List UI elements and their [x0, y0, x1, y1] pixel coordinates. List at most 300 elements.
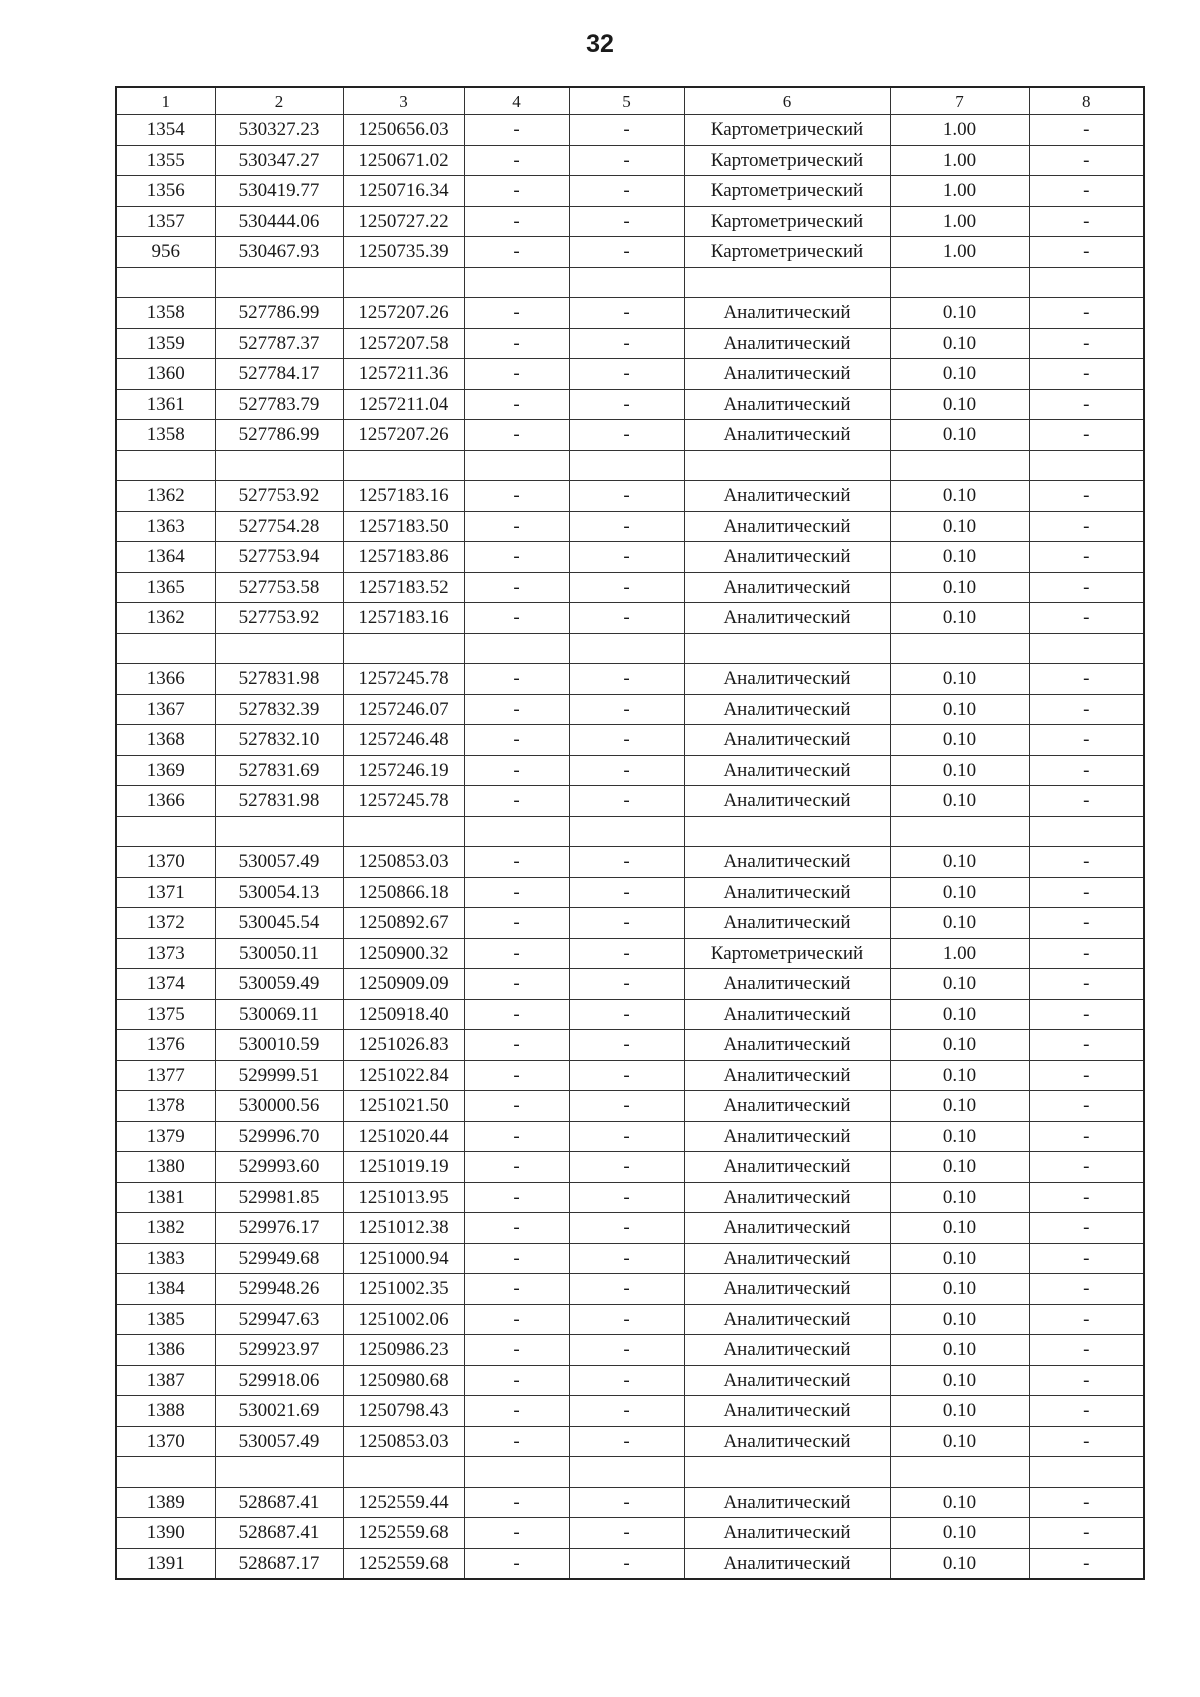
cell-col-4: -: [464, 1030, 569, 1061]
table-row: [116, 1396, 1144, 1427]
cell-col-5: -: [569, 389, 684, 420]
cell-col-5: -: [569, 1182, 684, 1213]
cell-col-2: 530419.77: [215, 176, 343, 207]
cell-col-5: -: [569, 847, 684, 878]
cell-col-7: 0.10: [890, 847, 1029, 878]
cell-col-3: 1252559.44: [343, 1487, 464, 1518]
cell-col-8: -: [1029, 328, 1144, 359]
cell-col-1: 1358: [116, 420, 215, 451]
cell-col-8: -: [1029, 603, 1144, 634]
table-row: [116, 1030, 1144, 1061]
cell-col-6: Аналитический: [684, 542, 890, 573]
cell-col-1: 1367: [116, 694, 215, 725]
separator-row: [116, 450, 1144, 481]
cell-col-6: Аналитический: [684, 969, 890, 1000]
table-row: [116, 969, 1144, 1000]
cell-col-5: -: [569, 1274, 684, 1305]
cell-col-3: 1250727.22: [343, 206, 464, 237]
cell-col-7: 0.10: [890, 1548, 1029, 1579]
cell-col-7: 0.10: [890, 1396, 1029, 1427]
cell-col-6: [684, 450, 890, 481]
cell-col-4: -: [464, 603, 569, 634]
cell-col-1: 1372: [116, 908, 215, 939]
cell-col-2: 527753.94: [215, 542, 343, 573]
cell-col-6: Аналитический: [684, 1335, 890, 1366]
cell-col-3: 1250918.40: [343, 999, 464, 1030]
cell-col-1: 1379: [116, 1121, 215, 1152]
table-row: [116, 359, 1144, 390]
cell-col-2: 530347.27: [215, 145, 343, 176]
cell-col-7: [890, 1457, 1029, 1488]
cell-col-6: Аналитический: [684, 725, 890, 756]
cell-col-5: -: [569, 1152, 684, 1183]
cell-col-3: 1257183.16: [343, 603, 464, 634]
cell-col-8: -: [1029, 542, 1144, 573]
cell-col-7: 0.10: [890, 725, 1029, 756]
cell-col-4: -: [464, 1091, 569, 1122]
cell-col-4: -: [464, 389, 569, 420]
cell-col-5: -: [569, 481, 684, 512]
cell-col-3: 1257211.36: [343, 359, 464, 390]
cell-col-6: Аналитический: [684, 694, 890, 725]
cell-col-4: [464, 267, 569, 298]
cell-col-4: -: [464, 694, 569, 725]
cell-col-1: 1384: [116, 1274, 215, 1305]
cell-col-1: [116, 1457, 215, 1488]
cell-col-1: 1380: [116, 1152, 215, 1183]
cell-col-2: 529981.85: [215, 1182, 343, 1213]
cell-col-5: -: [569, 420, 684, 451]
cell-col-5: -: [569, 511, 684, 542]
table-row: [116, 481, 1144, 512]
cell-col-1: 1371: [116, 877, 215, 908]
cell-col-7: 0.10: [890, 999, 1029, 1030]
cell-col-7: 0.10: [890, 969, 1029, 1000]
cell-col-4: -: [464, 1426, 569, 1457]
cell-col-8: [1029, 267, 1144, 298]
column-header: 7: [890, 87, 1029, 115]
cell-col-2: 527753.58: [215, 572, 343, 603]
cell-col-3: 1251026.83: [343, 1030, 464, 1061]
cell-col-5: -: [569, 1060, 684, 1091]
cell-col-7: [890, 267, 1029, 298]
cell-col-8: -: [1029, 389, 1144, 420]
cell-col-3: 1250798.43: [343, 1396, 464, 1427]
cell-col-8: [1029, 633, 1144, 664]
cell-col-2: 530327.23: [215, 115, 343, 146]
cell-col-1: 1374: [116, 969, 215, 1000]
cell-col-5: -: [569, 572, 684, 603]
cell-col-1: 1391: [116, 1548, 215, 1579]
cell-col-4: -: [464, 176, 569, 207]
cell-col-2: 530000.56: [215, 1091, 343, 1122]
cell-col-2: 530050.11: [215, 938, 343, 969]
cell-col-4: -: [464, 298, 569, 329]
cell-col-3: 1251020.44: [343, 1121, 464, 1152]
cell-col-4: -: [464, 1518, 569, 1549]
cell-col-7: 0.10: [890, 1304, 1029, 1335]
cell-col-1: 1366: [116, 786, 215, 817]
cell-col-6: Аналитический: [684, 847, 890, 878]
table-row: [116, 298, 1144, 329]
cell-col-8: -: [1029, 176, 1144, 207]
cell-col-7: 0.10: [890, 1365, 1029, 1396]
cell-col-8: -: [1029, 115, 1144, 146]
table-row: [116, 1213, 1144, 1244]
cell-col-2: [215, 1457, 343, 1488]
cell-col-8: -: [1029, 664, 1144, 695]
cell-col-1: 956: [116, 237, 215, 268]
cell-col-7: 0.10: [890, 389, 1029, 420]
cell-col-1: 1362: [116, 481, 215, 512]
cell-col-2: 529993.60: [215, 1152, 343, 1183]
table-row: [116, 938, 1144, 969]
cell-col-3: 1250866.18: [343, 877, 464, 908]
cell-col-2: [215, 267, 343, 298]
table-row: [116, 908, 1144, 939]
cell-col-5: -: [569, 999, 684, 1030]
cell-col-1: 1361: [116, 389, 215, 420]
cell-col-4: -: [464, 237, 569, 268]
cell-col-8: -: [1029, 1548, 1144, 1579]
cell-col-7: 0.10: [890, 1335, 1029, 1366]
cell-col-3: 1257207.26: [343, 298, 464, 329]
cell-col-1: 1366: [116, 664, 215, 695]
cell-col-6: Аналитический: [684, 877, 890, 908]
cell-col-2: 528687.41: [215, 1518, 343, 1549]
cell-col-5: -: [569, 298, 684, 329]
table-row: [116, 664, 1144, 695]
cell-col-1: 1378: [116, 1091, 215, 1122]
cell-col-8: [1029, 816, 1144, 847]
cell-col-1: [116, 450, 215, 481]
cell-col-8: -: [1029, 1396, 1144, 1427]
cell-col-8: -: [1029, 938, 1144, 969]
cell-col-1: [116, 816, 215, 847]
cell-col-2: 529976.17: [215, 1213, 343, 1244]
cell-col-3: 1251002.35: [343, 1274, 464, 1305]
cell-col-5: -: [569, 145, 684, 176]
cell-col-1: 1358: [116, 298, 215, 329]
cell-col-2: 529918.06: [215, 1365, 343, 1396]
cell-col-5: -: [569, 1365, 684, 1396]
table-row: [116, 786, 1144, 817]
cell-col-8: -: [1029, 359, 1144, 390]
cell-col-8: -: [1029, 572, 1144, 603]
cell-col-7: 0.10: [890, 359, 1029, 390]
cell-col-8: -: [1029, 999, 1144, 1030]
cell-col-7: 0.10: [890, 511, 1029, 542]
cell-col-1: 1370: [116, 847, 215, 878]
cell-col-4: -: [464, 145, 569, 176]
cell-col-6: [684, 1457, 890, 1488]
table-row: [116, 1243, 1144, 1274]
cell-col-8: -: [1029, 1487, 1144, 1518]
table-body: [116, 115, 1144, 1580]
cell-col-4: -: [464, 206, 569, 237]
cell-col-2: 529947.63: [215, 1304, 343, 1335]
cell-col-6: Аналитический: [684, 908, 890, 939]
cell-col-3: 1250656.03: [343, 115, 464, 146]
cell-col-7: 0.10: [890, 1213, 1029, 1244]
cell-col-5: -: [569, 1335, 684, 1366]
cell-col-8: -: [1029, 1426, 1144, 1457]
cell-col-6: Картометрический: [684, 938, 890, 969]
cell-col-3: 1257245.78: [343, 786, 464, 817]
cell-col-4: -: [464, 969, 569, 1000]
cell-col-2: 527832.39: [215, 694, 343, 725]
cell-col-7: 0.10: [890, 694, 1029, 725]
cell-col-2: 530021.69: [215, 1396, 343, 1427]
cell-col-5: [569, 450, 684, 481]
cell-col-2: 530045.54: [215, 908, 343, 939]
cell-col-7: [890, 633, 1029, 664]
cell-col-7: [890, 816, 1029, 847]
cell-col-3: 1250853.03: [343, 1426, 464, 1457]
cell-col-8: -: [1029, 420, 1144, 451]
table-row: [116, 176, 1144, 207]
cell-col-4: -: [464, 999, 569, 1030]
cell-col-3: 1257207.26: [343, 420, 464, 451]
cell-col-4: -: [464, 664, 569, 695]
cell-col-3: [343, 450, 464, 481]
cell-col-6: Аналитический: [684, 572, 890, 603]
cell-col-2: 529996.70: [215, 1121, 343, 1152]
cell-col-7: 0.10: [890, 328, 1029, 359]
table-row: [116, 1060, 1144, 1091]
cell-col-5: -: [569, 1243, 684, 1274]
cell-col-6: [684, 267, 890, 298]
cell-col-6: Аналитический: [684, 389, 890, 420]
column-header: 6: [684, 87, 890, 115]
cell-col-5: -: [569, 725, 684, 756]
table-row: [116, 1426, 1144, 1457]
cell-col-8: -: [1029, 511, 1144, 542]
cell-col-2: 527831.69: [215, 755, 343, 786]
cell-col-4: -: [464, 877, 569, 908]
cell-col-3: 1250900.32: [343, 938, 464, 969]
cell-col-6: Аналитический: [684, 1152, 890, 1183]
table-row: [116, 206, 1144, 237]
cell-col-8: -: [1029, 298, 1144, 329]
cell-col-1: [116, 633, 215, 664]
table-row: [116, 877, 1144, 908]
cell-col-6: Аналитический: [684, 1487, 890, 1518]
cell-col-8: [1029, 450, 1144, 481]
cell-col-4: -: [464, 572, 569, 603]
cell-col-6: Аналитический: [684, 603, 890, 634]
cell-col-6: Аналитический: [684, 298, 890, 329]
cell-col-2: 527831.98: [215, 664, 343, 695]
cell-col-3: 1251022.84: [343, 1060, 464, 1091]
cell-col-8: -: [1029, 1365, 1144, 1396]
cell-col-5: -: [569, 542, 684, 573]
cell-col-2: 530467.93: [215, 237, 343, 268]
table-row: [116, 420, 1144, 451]
cell-col-6: Аналитический: [684, 1396, 890, 1427]
table-row: [116, 115, 1144, 146]
cell-col-3: 1251019.19: [343, 1152, 464, 1183]
cell-col-7: 0.10: [890, 786, 1029, 817]
cell-col-8: -: [1029, 1121, 1144, 1152]
cell-col-7: 0.10: [890, 908, 1029, 939]
cell-col-4: -: [464, 420, 569, 451]
cell-col-3: 1250735.39: [343, 237, 464, 268]
cell-col-3: 1257207.58: [343, 328, 464, 359]
cell-col-2: 527784.17: [215, 359, 343, 390]
cell-col-2: 530010.59: [215, 1030, 343, 1061]
cell-col-7: 1.00: [890, 206, 1029, 237]
table-row: [116, 1335, 1144, 1366]
cell-col-4: -: [464, 1152, 569, 1183]
cell-col-7: 0.10: [890, 1060, 1029, 1091]
cell-col-4: -: [464, 1365, 569, 1396]
cell-col-4: -: [464, 542, 569, 573]
cell-col-6: Аналитический: [684, 1121, 890, 1152]
cell-col-6: Аналитический: [684, 664, 890, 695]
cell-col-1: 1360: [116, 359, 215, 390]
cell-col-6: Аналитический: [684, 1182, 890, 1213]
cell-col-4: -: [464, 1396, 569, 1427]
cell-col-2: 530054.13: [215, 877, 343, 908]
column-header: 1: [116, 87, 215, 115]
table-row: [116, 511, 1144, 542]
cell-col-2: [215, 816, 343, 847]
cell-col-3: 1257183.52: [343, 572, 464, 603]
cell-col-2: 529949.68: [215, 1243, 343, 1274]
cell-col-7: 0.10: [890, 603, 1029, 634]
cell-col-8: -: [1029, 786, 1144, 817]
cell-col-6: Аналитический: [684, 1030, 890, 1061]
cell-col-1: 1375: [116, 999, 215, 1030]
cell-col-3: 1250980.68: [343, 1365, 464, 1396]
cell-col-7: 0.10: [890, 664, 1029, 695]
cell-col-4: -: [464, 1213, 569, 1244]
cell-col-3: 1251013.95: [343, 1182, 464, 1213]
cell-col-3: [343, 816, 464, 847]
cell-col-2: 529923.97: [215, 1335, 343, 1366]
cell-col-1: 1377: [116, 1060, 215, 1091]
cell-col-6: Аналитический: [684, 1091, 890, 1122]
cell-col-3: 1250853.03: [343, 847, 464, 878]
cell-col-7: 0.10: [890, 1487, 1029, 1518]
cell-col-4: -: [464, 1548, 569, 1579]
cell-col-4: [464, 633, 569, 664]
cell-col-8: -: [1029, 908, 1144, 939]
cell-col-5: -: [569, 1121, 684, 1152]
cell-col-8: -: [1029, 1304, 1144, 1335]
cell-col-4: -: [464, 908, 569, 939]
table-row: [116, 1548, 1144, 1579]
table-row: [116, 1518, 1144, 1549]
cell-col-2: [215, 450, 343, 481]
cell-col-5: -: [569, 206, 684, 237]
column-header: 2: [215, 87, 343, 115]
cell-col-2: [215, 633, 343, 664]
cell-col-7: 0.10: [890, 1091, 1029, 1122]
cell-col-6: Аналитический: [684, 511, 890, 542]
cell-col-8: -: [1029, 206, 1144, 237]
table-row: [116, 1365, 1144, 1396]
cell-col-5: -: [569, 176, 684, 207]
cell-col-4: -: [464, 1304, 569, 1335]
cell-col-3: 1250716.34: [343, 176, 464, 207]
table-row: [116, 389, 1144, 420]
cell-col-5: -: [569, 877, 684, 908]
table-row: [116, 572, 1144, 603]
column-header: 4: [464, 87, 569, 115]
cell-col-6: Аналитический: [684, 1365, 890, 1396]
cell-col-2: 527786.99: [215, 298, 343, 329]
cell-col-4: -: [464, 725, 569, 756]
cell-col-3: [343, 1457, 464, 1488]
cell-col-5: [569, 267, 684, 298]
cell-col-6: Картометрический: [684, 237, 890, 268]
cell-col-6: [684, 633, 890, 664]
cell-col-5: -: [569, 1518, 684, 1549]
cell-col-4: -: [464, 847, 569, 878]
cell-col-8: -: [1029, 1335, 1144, 1366]
cell-col-6: Аналитический: [684, 1518, 890, 1549]
cell-col-2: 527831.98: [215, 786, 343, 817]
cell-col-3: 1252559.68: [343, 1518, 464, 1549]
cell-col-6: Аналитический: [684, 786, 890, 817]
cell-col-6: Картометрический: [684, 115, 890, 146]
cell-col-6: Аналитический: [684, 359, 890, 390]
cell-col-4: -: [464, 1243, 569, 1274]
cell-col-5: -: [569, 664, 684, 695]
cell-col-7: 0.10: [890, 572, 1029, 603]
cell-col-7: 0.10: [890, 1182, 1029, 1213]
cell-col-1: 1386: [116, 1335, 215, 1366]
cell-col-6: Аналитический: [684, 420, 890, 451]
table-row: [116, 145, 1144, 176]
cell-col-2: 529948.26: [215, 1274, 343, 1305]
separator-row: [116, 1457, 1144, 1488]
cell-col-1: 1370: [116, 1426, 215, 1457]
cell-col-3: 1250671.02: [343, 145, 464, 176]
cell-col-2: 527787.37: [215, 328, 343, 359]
cell-col-1: 1368: [116, 725, 215, 756]
page-number: 32: [586, 30, 614, 58]
cell-col-4: -: [464, 115, 569, 146]
cell-col-8: -: [1029, 1518, 1144, 1549]
cell-col-7: 0.10: [890, 481, 1029, 512]
cell-col-7: 0.10: [890, 877, 1029, 908]
table-row: [116, 603, 1144, 634]
cell-col-2: 527753.92: [215, 603, 343, 634]
cell-col-6: Картометрический: [684, 206, 890, 237]
cell-col-5: -: [569, 1487, 684, 1518]
cell-col-1: 1362: [116, 603, 215, 634]
cell-col-1: 1390: [116, 1518, 215, 1549]
cell-col-5: -: [569, 694, 684, 725]
cell-col-5: -: [569, 1426, 684, 1457]
cell-col-8: -: [1029, 1030, 1144, 1061]
cell-col-3: 1250892.67: [343, 908, 464, 939]
cell-col-4: -: [464, 481, 569, 512]
cell-col-7: 1.00: [890, 938, 1029, 969]
cell-col-5: [569, 1457, 684, 1488]
cell-col-7: 0.10: [890, 1121, 1029, 1152]
cell-col-8: -: [1029, 847, 1144, 878]
cell-col-8: -: [1029, 694, 1144, 725]
cell-col-1: 1383: [116, 1243, 215, 1274]
cell-col-2: 530059.49: [215, 969, 343, 1000]
cell-col-5: -: [569, 603, 684, 634]
cell-col-2: 527753.92: [215, 481, 343, 512]
cell-col-7: 0.10: [890, 1426, 1029, 1457]
